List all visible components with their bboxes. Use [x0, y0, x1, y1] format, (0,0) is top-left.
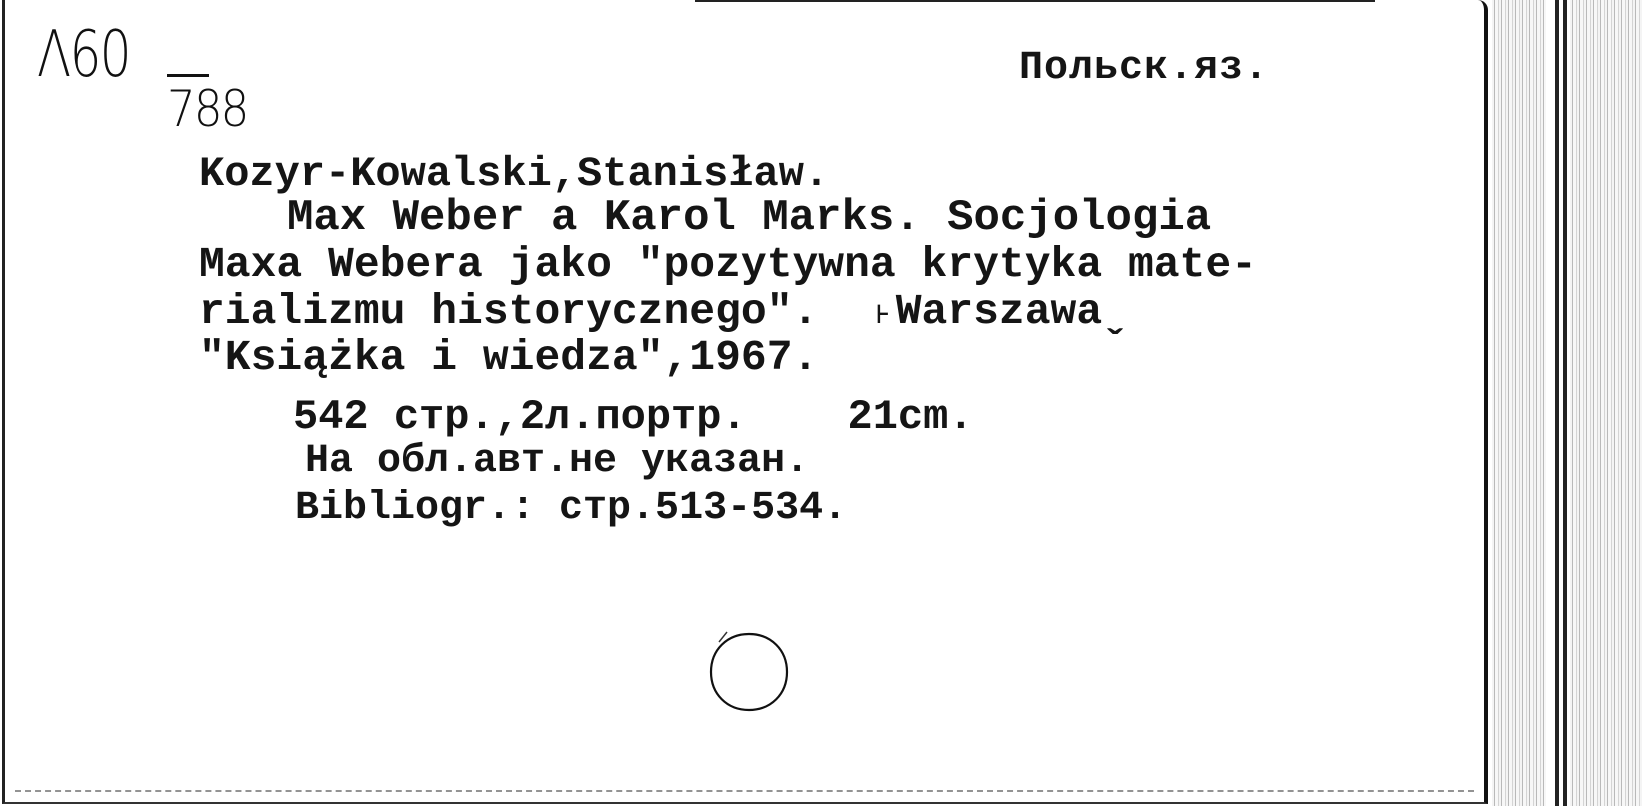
drawer-edge-texture: [1570, 0, 1642, 806]
drawer-edge-texture: [1492, 0, 1546, 806]
card-bottom-edge: [15, 790, 1474, 796]
card-top-rule: [695, 0, 1375, 2]
index-card: [2, 0, 1488, 804]
drawer-edge-line: [1555, 0, 1559, 806]
collation-line: 542 стр.,2л.портр. 21cm.: [293, 393, 974, 441]
bibliography-line: Bibliogr.: стр.513-534.: [295, 486, 848, 531]
punch-hole-icon: [705, 628, 793, 716]
imprint-line: rializmu historycznego". ˫Warszawaˬ: [199, 287, 1128, 336]
author-line: Kozyr-Kowalski,Stanisław.: [199, 150, 830, 198]
call-number-bar: [167, 74, 209, 77]
drawer-edge-line: [1563, 0, 1567, 806]
title-line: Maxa Webera jako "pozytywna krytyka mate-: [199, 240, 1257, 289]
call-number-sub: 788: [167, 80, 248, 138]
title-line: Max Weber a Karol Marks. Socjologia: [287, 193, 1212, 243]
note-line: На обл.авт.не указан.: [305, 439, 810, 484]
call-number: Λ60: [37, 18, 130, 92]
language-note: Польск.яз.: [1019, 46, 1270, 91]
imprint-line: "Książka i wiedza",1967.: [199, 333, 819, 382]
